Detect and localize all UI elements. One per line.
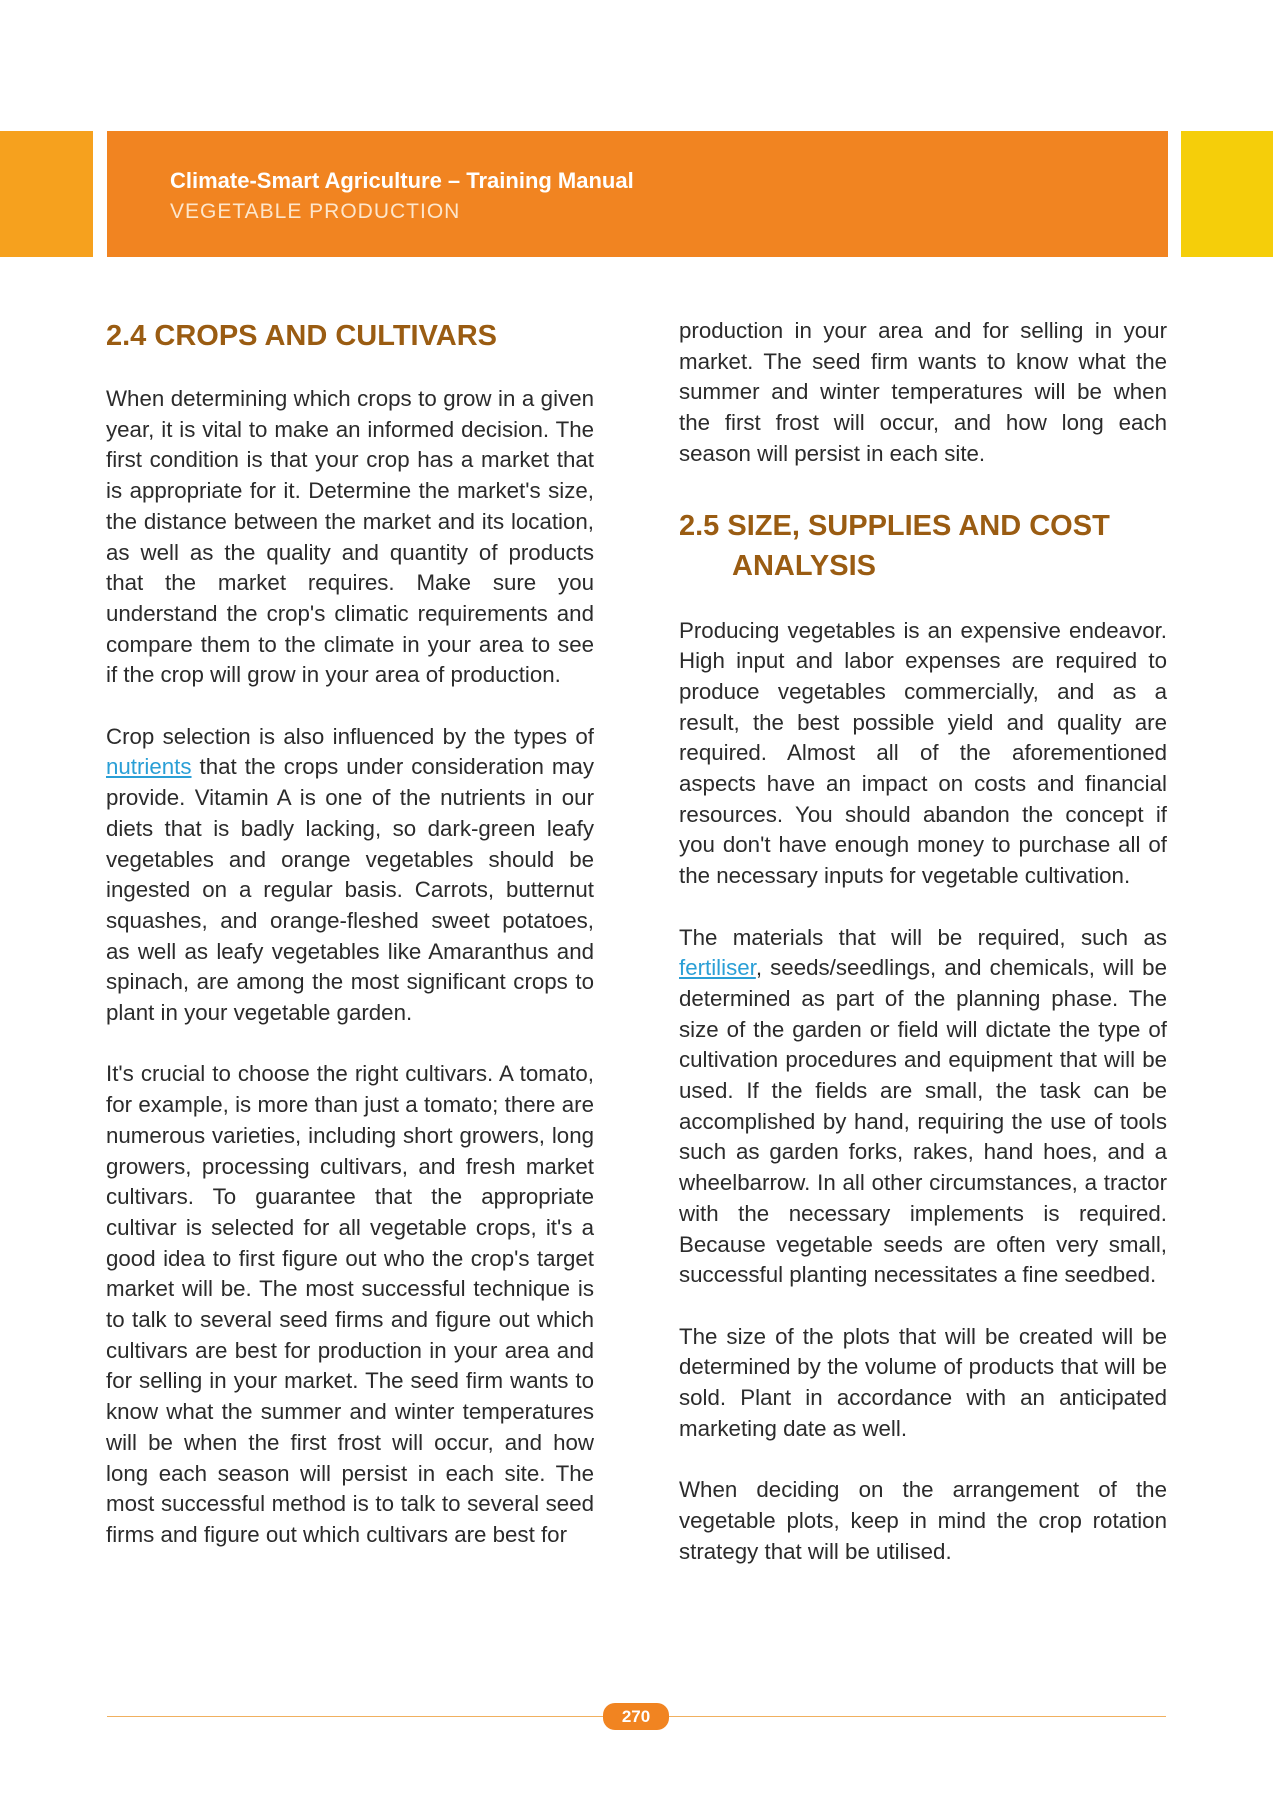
paragraph-cultivars-continued: production in your area and for selling in your market. The seed firm wants to know what the summer and winter temperatures will be when the first frost will occur, and how long each season will persist in each site. [679, 318, 1167, 466]
paragraph-costs: Producing vegetables is an expensive endeavor. High input and labor expenses are required to produce vegetables commercially, and as a result, the best possible yield and quality are required. Almost all of the aforementioned aspects have an impact on costs and financial resources. You should abandon the concept if you don't have enough money to purchase all of the necessary inputs for vegetable cultivation. [679, 617, 1167, 889]
section-heading-2-5: 2.5 SIZE, SUPPLIES AND COST ANALYSIS [679, 509, 1110, 582]
chapter-title: VEGETABLE PRODUCTION [170, 200, 461, 223]
page-number: 270 [603, 1703, 669, 1730]
fertiliser-link[interactable]: fertiliser [679, 955, 756, 981]
paragraph-market: When determining which crops to grow in a given year, it is vital to make an informed decision. The first condition is that your crop has a market that is appropriate for it. Determine the market's size, the distance between the market and its location, as well as the quality and quantity of products that the market requires. Make sure you understand the crop's climatic requirements and compare them to the climate in your area to see if the crop will grow in your area of production. [106, 386, 594, 688]
left-column [106, 316, 594, 1581]
nutrients-link[interactable]: nutrients [106, 754, 192, 780]
right-column [679, 316, 1167, 1598]
paragraph-cultivars: It's crucial to choose the right cultivars. A tomato, for example, is more than just a tomato; there are numerous varieties, including short growers, long growers, processing cultivars, and fresh market cultivars. To guarantee that the appropriate cultivar is selected for all vegetable crops, it's a good idea to first figure out who the crop's target market will be. The most successful technique is to talk to several seed firms and figure out which cultivars are best for production in your area and for selling in your market. The seed firm wants to know what the summer and winter temperatures will be when the first frost will occur, and how long each season will persist in each site. The most successful method is to talk to several seed firms and figure out which cultivars are best for [106, 1061, 594, 1547]
manual-title: Climate-Smart Agriculture – Training Manual [170, 168, 634, 193]
paragraph-materials: The materials that will be required, such as fertiliser, seeds/seedlings, and chemicals, will be determined as part of the planning phase. The size of the garden or field will dictate the type of cultivation procedures and equipment that will be used. If the fields are small, the task can be accomplished by hand, requiring the use of tools such as garden forks, rakes, hand hoes, and a wheelbarrow. In all other circumstances, a tractor with the necessary implements is required. Because vegetable seeds are often very small, successful planting necessitates a fine seedbed. [679, 924, 1167, 1288]
section-heading-2-4: 2.4 CROPS AND CULTIVARS [106, 320, 498, 352]
paragraph-crop-rotation: When deciding on the arrangement of the vegetable plots, keep in mind the crop rotation strategy that will be utilised. [679, 1477, 1167, 1564]
header-band-left [0, 131, 93, 257]
paragraph-nutrients: Crop selection is also influenced by the types of nutrients that the crops under consideration may provide. Vitamin A is one of the nutrients in our diets that is badly lacking, so dark-green leafy vegetables and orange vegetables should be ingested on a regular basis. Carrots, butternut squashes, and orange-fleshed sweet potatoes, as well as leafy vegetables like Amaranthus and spinach, are among the most significant crops to plant in your vegetable garden. [106, 723, 594, 1026]
header-band-right [1181, 131, 1273, 257]
paragraph-plot-size: The size of the plots that will be created will be determined by the volume of products that will be sold. Plant in accordance with an anticipated marketing date as well. [679, 1323, 1167, 1441]
header-band [107, 131, 1168, 257]
